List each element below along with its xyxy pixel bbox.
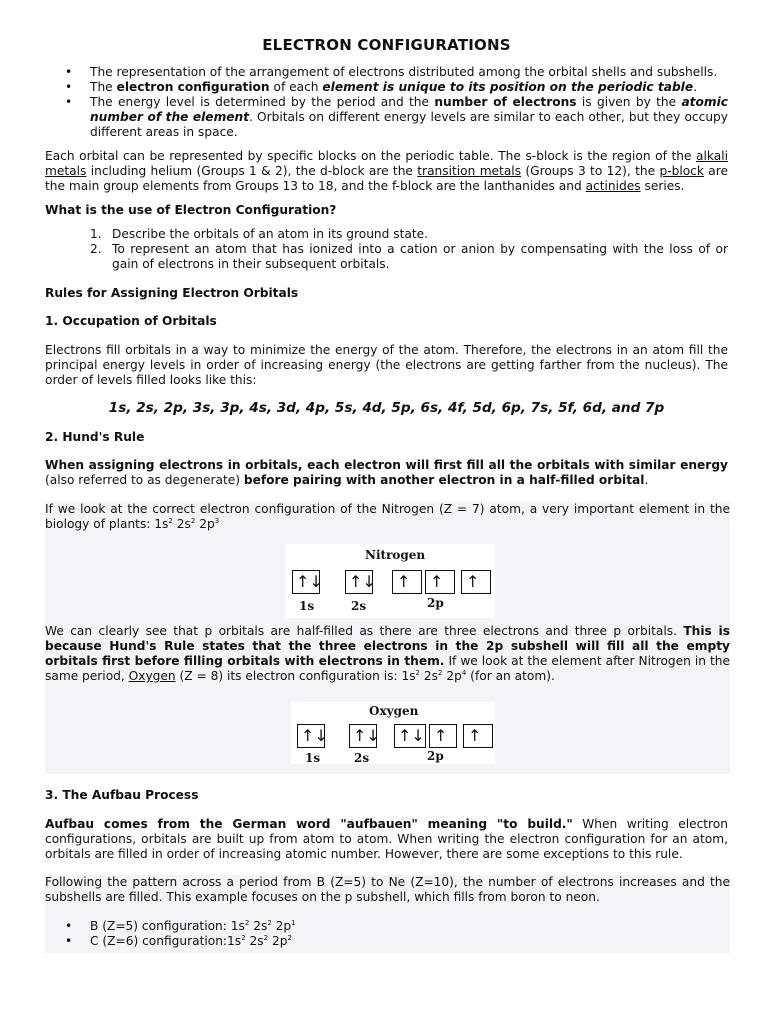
orbital-box-1s: ↑↓ [292, 570, 320, 594]
hund-heading: 2. Hund's Rule [45, 430, 145, 444]
nitrogen-paragraph: If we look at the correct electron configuration of the Nitrogen (Z = 7) atom, a very important element in the biology of plants: $1s^2$ $2s^2$ $2p^3$ [45, 502, 730, 531]
label-2s: 2s [354, 751, 370, 765]
orbital-box-1s: ↑↓ [297, 724, 325, 748]
oxygen-link[interactable]: Oxygen [128, 669, 176, 683]
orbital-order: 1s, 2s, 2p, 3s, 3p, 4s, 3d, 4p, 5s, 4d, 5p, 6s, 4f, 5d, 6p, 7s, 5f, 6d, and 7p [108, 400, 665, 416]
list-item: • The electron configuration of each element is unique to its position on the periodic table. [45, 80, 728, 95]
page-title: ELECTRON CONFIGURATIONS [262, 36, 511, 54]
aufbau-pattern-paragraph: Following the pattern across a period from B (Z=5) to Ne (Z=10), the number of electrons increases and the subshells are filled. This example focuses on the p subshell, which fills from boron to neon. [45, 875, 730, 904]
transition-metals-link[interactable]: transition metals [417, 164, 522, 178]
hund-explanation-paragraph: We can clearly see that p orbitals are half-filled as there are three electrons and three p orbitals. This is because Hund's Rule states that the three electrons in the 2p subshell will fill all the empty orbitals first before filling orbitals with electrons in them. If we look at the element after Nitrogen in the same period, Oxygen (Z = 8) its electron configuration is: $1s^2$ $2s^2$ $2p^4$ (for an atom). [45, 624, 730, 683]
use-list [45, 227, 728, 272]
aufbau-example-list [45, 919, 730, 949]
oxygen-orbital-diagram [291, 702, 495, 764]
occupation-heading: 1. Occupation of Orbitals [45, 314, 217, 328]
aufbau-heading: 3. The Aufbau Process [45, 788, 199, 802]
periodic-blocks-paragraph: Each orbital can be represented by specific blocks on the periodic table. The s-block is the region of the alkali metals including helium (Groups 1 & 2), the d-block are the transition metals (Groups 3 to 12), the p-block are the main group elements from Groups 13 to 18, and the f-block are the lanthanides and actinides series. [45, 149, 728, 193]
use-heading: What is the use of Electron Configuration? [45, 203, 337, 217]
orbital-box-2p-2: ↑ [429, 724, 457, 748]
alkali-metals-link[interactable]: alkali metals [45, 149, 728, 178]
list-item: • The representation of the arrangement of electrons distributed among the orbital shells and subshells. [45, 65, 728, 80]
nitrogen-diagram-title: Nitrogen [365, 548, 426, 562]
list-item: • The energy level is determined by the period and the number of electrons is given by the atomic number of the element. Orbitals on different energy levels are similar to each other, but they occupy different areas in space. [45, 95, 728, 140]
orbital-box-2p-3: ↑ [463, 724, 493, 748]
label-1s: 1s [299, 599, 315, 613]
list-item: 1. Describe the orbitals of an atom in its ground state. [90, 227, 429, 241]
actinides-link[interactable]: actinides [585, 179, 641, 193]
orbital-box-2p-3: ↑ [461, 570, 491, 594]
orbital-box-2s: ↑↓ [345, 570, 373, 594]
oxygen-diagram-title: Oxygen [369, 704, 419, 718]
occupation-paragraph: Electrons fill orbitals in a way to minimize the energy of the atom. Therefore, the electrons in an atom fill the principal energy levels in order of increasing energy (the electrons are getting farther from the nucleus). The order of levels filled looks like this: [45, 343, 728, 387]
list-item: 2. To represent an atom that has ionized into a cation or anion by compensating with the loss of or gain of electrons in their subsequent orbitals. [90, 242, 728, 271]
label-2s: 2s [351, 599, 367, 613]
orbital-box-2p-1: ↑↓ [394, 724, 426, 748]
aufbau-example-section [45, 875, 730, 953]
p-block-link[interactable]: p-block [659, 164, 704, 178]
orbital-box-2p-2: ↑ [425, 570, 455, 594]
intro-bullet-list [45, 65, 728, 140]
label-2p: 2p [427, 749, 444, 763]
rules-heading: Rules for Assigning Electron Orbitals [45, 286, 299, 300]
orbital-box-2p-1: ↑ [392, 570, 422, 594]
list-item: • B (Z=5) configuration: $1s^2$ $2s^2$ $2p^1$ [45, 919, 730, 934]
orbital-box-2s: ↑↓ [349, 724, 377, 748]
hund-rule-paragraph: When assigning electrons in orbitals, each electron will first fill all the orbitals with similar energy (also referred to as degenerate) before pairing with another electron in a half-filled orbital. [45, 458, 728, 487]
label-2p: 2p [427, 596, 444, 610]
nitrogen-section [45, 502, 730, 774]
aufbau-paragraph: Aufbau comes from the German word "aufbauen" meaning "to build." When writing electron configurations, orbitals are built up from atom to atom. When writing the electron configuration for an atom, orbitals are filled in order of increasing atomic number. However, there are some exceptions to this rule. [45, 817, 728, 861]
label-1s: 1s [305, 751, 321, 765]
nitrogen-orbital-diagram [285, 544, 495, 618]
list-item: • C (Z=6) $configuration:1s^2$ $2s^2$ $2p^2$ [45, 934, 730, 949]
